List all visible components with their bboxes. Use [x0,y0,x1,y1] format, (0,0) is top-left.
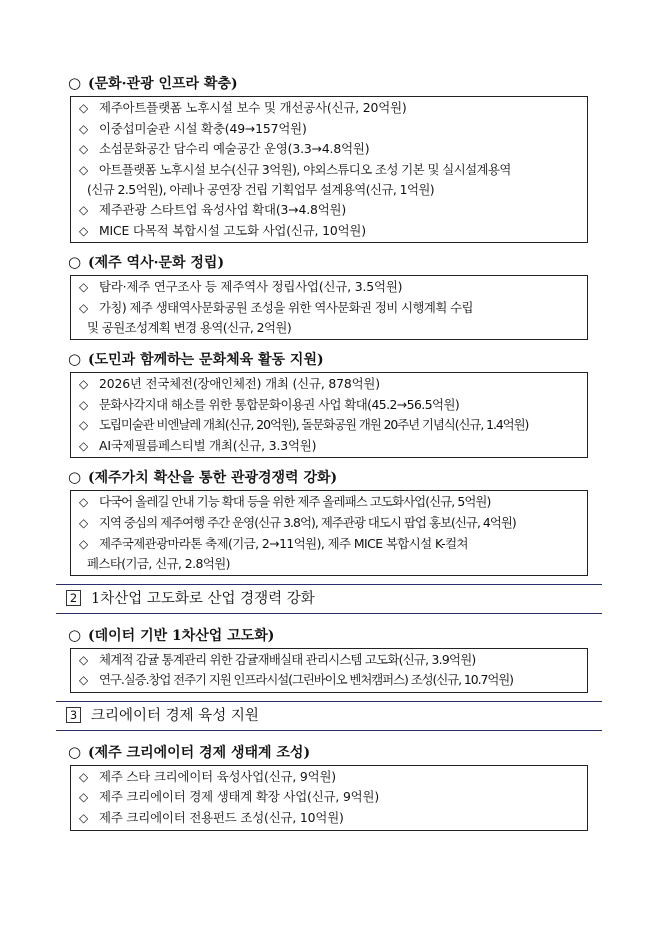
list-item: ◇ 지역 중심의 제주여행 주간 운영(신규 3.8억), 제주관광 대도시 팝업 홍보(신규, 4억원) [71,513,587,534]
circle-bullet-icon: ○ [68,74,82,92]
list-item: ◇ 제주 크리에이터 전용펀드 조성(신규, 10억원) [71,808,587,829]
list-item: ◇ 제주관광 스타트업 육성사업 확대(3→4.8억원) [71,200,587,221]
list-item: ◇ 소섬문화공간 담수리 예술공간 운영(3.3→4.8억원) [71,139,587,160]
list-item: ◇ 다국어 올레길 안내 기능 확대 등을 위한 제주 올레패스 고도화사업(신규, 5억원) [71,492,587,513]
section-heading: ○ (도민과 함께하는 문화체육 활동 지원) [68,346,590,372]
section-heading: ○ (문화·관광 인프라 확충) [68,70,590,96]
chapter-heading [56,584,602,614]
chapter-heading [56,701,602,731]
bullet-box [70,275,588,340]
diamond-bullet-icon: ◇ [79,652,88,667]
circle-bullet-icon: ○ [68,349,82,368]
diamond-bullet-icon: ◇ [79,376,89,391]
circle-bullet-icon: ○ [68,625,82,644]
diamond-bullet-icon: ◇ [79,397,88,412]
diamond-bullet-icon: ◇ [79,162,88,177]
list-item: ◇ 문화사각지대 해소를 위한 통합문화이용권 사업 확대(45.2→56.5억원) [71,395,587,416]
list-item: ◇ 제주 스타 크리에이터 육성사업(신규, 9억원) [71,767,587,788]
diamond-bullet-icon: ◇ [79,769,89,784]
section-heading: ○ (제주가치 확산을 통한 관광경쟁력 강화) [68,464,590,490]
diamond-bullet-icon: ◇ [79,418,88,433]
list-item: ◇ 연구.실증.창업 전주기 지원 인프라시설(그린바이오 벤처캠퍼스) 조성(신규, 10.7억원) [71,670,587,691]
list-item: ◇ 가칭) 제주 생태역사문화공원 조성을 위한 역사문화권 정비 시행계획 수립 및 공원조성계획 변경 용역(신규, 2억원) [79,299,473,336]
section-heading: ○ (데이터 기반 1차산업 고도화) [68,622,590,648]
list-item: ◇ 탐라·제주 연구조사 등 제주역사 정립사업(신규, 3.5억원) [71,277,587,298]
list-item: ◇ 이중섭미술관 시설 확충(49→157억원) [71,119,587,140]
bullet-box [70,372,588,458]
bullet-box [70,765,588,831]
diamond-bullet-icon: ◇ [79,101,89,115]
document-page [68,70,590,831]
diamond-bullet-icon: ◇ [79,536,88,551]
diamond-bullet-icon: ◇ [79,300,88,315]
chapter-title: 크리에이터 경제 육성 지원 [91,707,259,724]
diamond-bullet-icon: ◇ [79,202,89,217]
list-item: ◇ 아트플랫폼 노후시설 보수(신규 3억원), 야외스튜디오 조성 기본 및 실시설계용역 (신규 2.5억원), 아레나 공연장 건립 기획업무 설계용역(신규, 1억원) [79,161,511,198]
diamond-bullet-icon: ◇ [79,673,88,688]
chapter-number: 2 [66,590,81,606]
chapter-number: 3 [66,707,81,723]
list-item: ◇ 체계적 감귤 통계관리 위한 감귤재배실태 관리시스템 고도화(신규, 3.9억원) [71,650,587,671]
list-item: ◇ 제주국제관광마라톤 축제(기금, 2→11억원), 제주 MICE 복합시설 K-컬쳐 페스타(기금, 신규, 2.8억원) [79,535,468,572]
circle-bullet-icon: ○ [68,742,82,761]
diamond-bullet-icon: ◇ [79,438,89,453]
list-item: ◇ 2026년 전국체전(장애인체전) 개최 (신규, 878억원) [71,374,587,395]
diamond-bullet-icon: ◇ [79,142,89,157]
diamond-bullet-icon: ◇ [79,121,89,136]
diamond-bullet-icon: ◇ [79,811,89,826]
list-item: ◇ MICE 다목적 복합시설 고도화 사업(신규, 10억원) [71,221,587,242]
diamond-bullet-icon: ◇ [79,790,89,805]
bullet-box [70,490,588,575]
diamond-bullet-icon: ◇ [79,495,88,510]
chapter-title: 1차산업 고도화로 산업 경쟁력 강화 [91,590,315,607]
diamond-bullet-icon: ◇ [79,223,89,238]
list-item: ◇ 제주 크리에이터 경제 생태계 확장 사업(신규, 9억원) [71,787,587,808]
diamond-bullet-icon: ◇ [79,280,89,295]
list-item: ◇ 제주아트플랫폼 노후시설 보수 및 개선공사(신규, 20억원) [71,98,587,119]
section-heading: ○ (제주 역사·문화 정립) [68,249,590,275]
list-item: ◇ AI국제필름페스티벌 개최(신규, 3.3억원) [71,436,587,457]
diamond-bullet-icon: ◇ [79,515,88,530]
bullet-box [70,648,588,693]
list-item: ◇ 도립미술관 비엔날레 개최(신규, 20억원), 돌문화공원 개원 20주년 기념식(신규, 1.4억원) [71,415,587,436]
circle-bullet-icon: ○ [68,468,82,487]
section-heading: ○ (제주 크리에이터 경제 생태계 조성) [68,739,590,765]
circle-bullet-icon: ○ [68,253,82,272]
bullet-box [70,96,588,243]
